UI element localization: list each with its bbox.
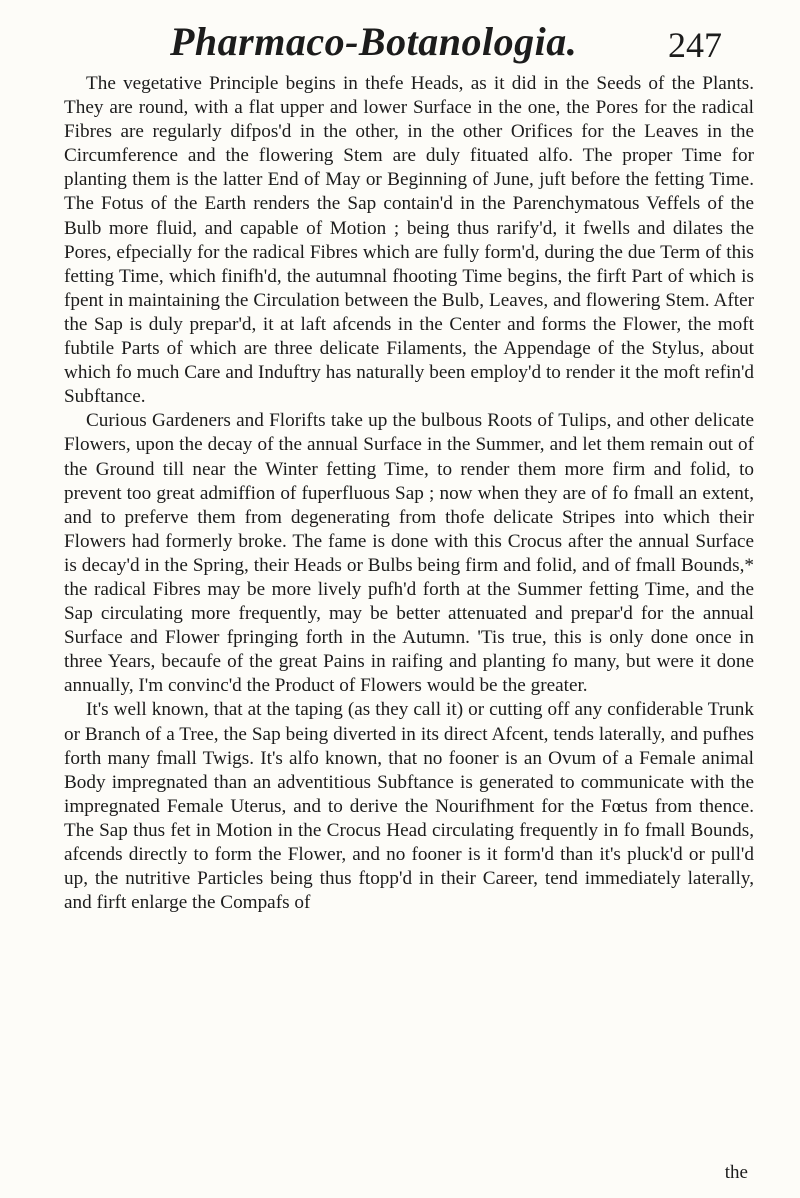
paragraph-2: Curious Gardeners and Florifts take up the bulbous Roots of Tulips, and other delicate Flowers, upon the decay of the annual Surface in the Summer, and let them remain out of the Ground till near the Winter fetting Time, to render them more firm and folid, to prevent too great admiffion of fuperfluous Sap ; now when they are of fo fmall an extent, and to preferve them from degenerating from thofe delicate Stripes into which their Flowers had formerly broke. The fame is done with this Crocus after the annual Surface is decay'd in the Spring, their Heads or Bulbs being firm and folid, and of fmall Bounds,* the radical Fibres may be more lively pufh'd forth at the Summer fetting Time, and the Sap circulating more frequently, may be better attenuated and prepar'd for the annual Surface and Flower fpringing forth in the Autumn. 'Tis true, this is only done once in three Years, becaufe of the great Pains in raifing and planting fo many, but were it done annually, I'm convinc'd the Product of Flowers would be the greater. xyxy=(64,410,754,697)
paragraph-1: The vegetative Principle begins in thefe Heads, as it did in the Seeds of the Plants. They are round, with a flat upper and lower Surface in the one, the Pores for the radical Fibres are regularly difpos'd in the other, in the other Orifices for the Leaves in the Circumference and the flowering Stem are duly fituated alfo. The proper Time for planting them is the latter End of May or Beginning of June, juft before the fetting Time. The Fotus of the Earth renders the Sap contain'd in the Parenchymatous Veffels of the Bulb more fluid, and capable of Motion ; being thus rarify'd, it fwells and dilates the Pores, efpecially for the radical Fibres which are fully form'd, during the due Term of this fetting Time, which finifh'd, the autumnal fhooting Time begins, the firft Part of which is fpent in maintaining the Circulation between the Bulb, Leaves, and flowering Stem. After the Sap is duly prepar'd, it at laft afcends in the Center and forms the Flower, the moft fubtile Parts of which are three delicate Filaments, the Appendage of the Stylus, about which fo much Care and Induftry has naturally been employ'd to render it the moft refin'd Subftance. xyxy=(64,73,754,408)
running-title: Pharmaco-Botanologia. xyxy=(170,19,578,64)
paragraph-3: It's well known, that at the taping (as they call it) or cutting off any confiderable Trunk or Branch of a Tree, the Sap being diverted in its direct Afcent, tends laterally, and pufhes forth many fmall Twigs. It's alfo known, that no fooner is an Ovum of a Female animal Body impregnated than an adventitious Subftance is generated to communicate with the impregnated Female Uterus, and to derive the Nourifhment for the Fœtus from thence. The Sap thus fet in Motion in the Crocus Head circulating frequently in fo fmall Bounds, afcends directly to form the Flower, and no fooner is it form'd than it's pluck'd or pull'd up, the nutritive Particles being thus ftopp'd in their Career, tend immediately laterally, and firft enlarge the Compafs of xyxy=(64,699,754,914)
catchword: the xyxy=(724,1162,748,1183)
body-text xyxy=(64,72,754,915)
page-number: 247 xyxy=(668,25,722,65)
